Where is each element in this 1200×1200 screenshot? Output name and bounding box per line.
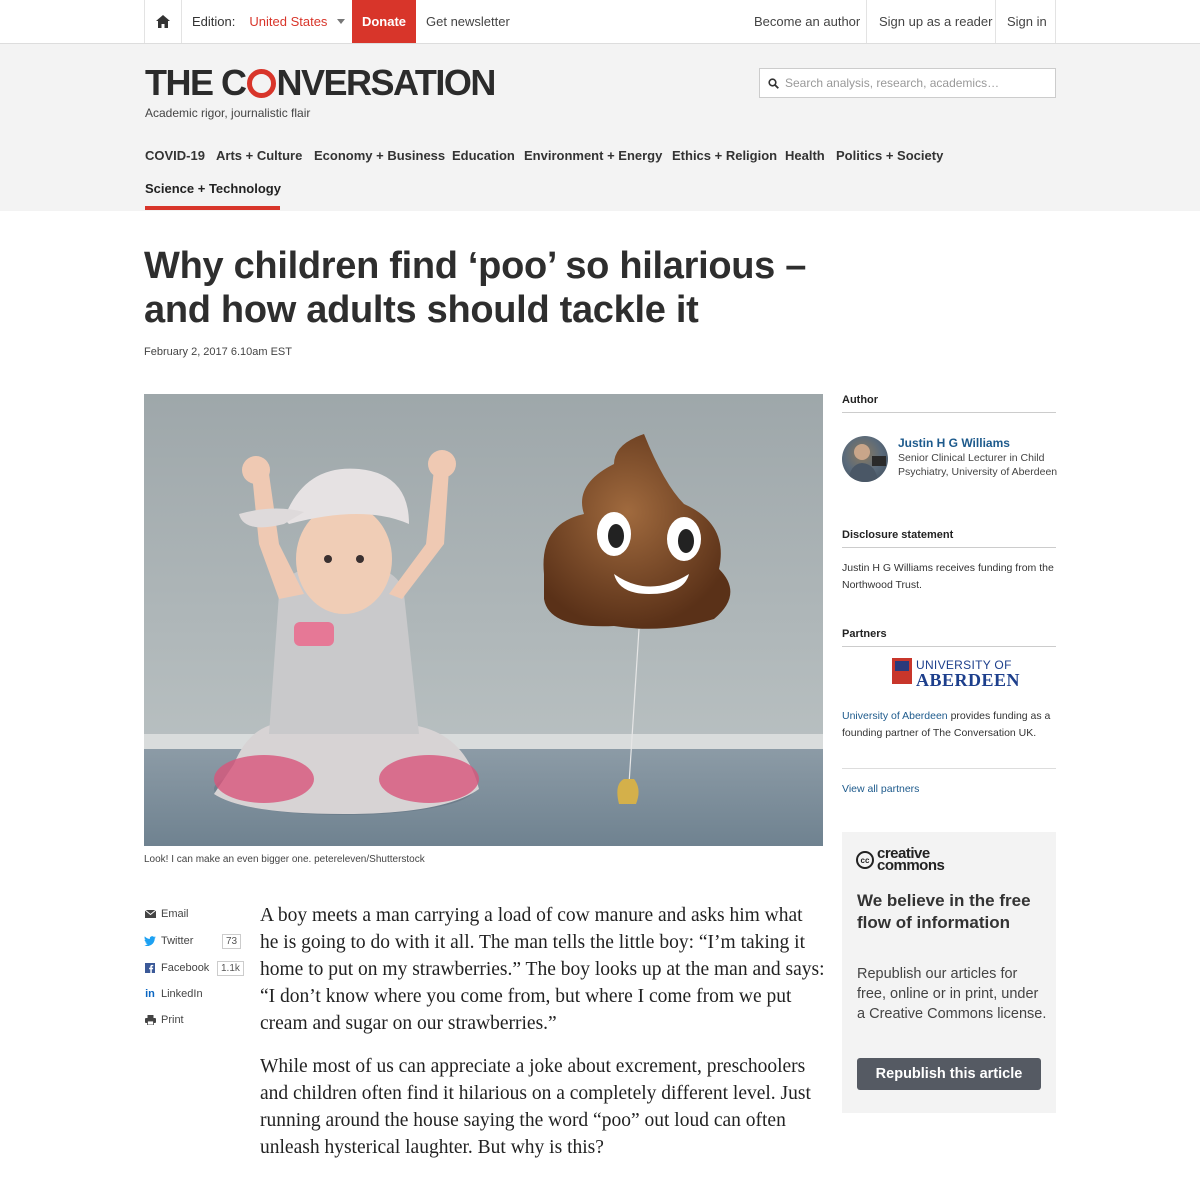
article-photo <box>144 394 823 846</box>
disclosure-heading: Disclosure statement <box>842 529 1056 548</box>
edition-selector[interactable] <box>192 0 345 43</box>
cc-wordmark: creative commons <box>877 845 945 874</box>
partners-heading: Partners <box>842 628 1056 647</box>
become-author-link[interactable]: Become an author <box>754 14 861 29</box>
site-header <box>0 44 1200 211</box>
edition-value: United States <box>249 14 328 29</box>
nav-item-health[interactable]: Health <box>785 148 825 163</box>
sidebar <box>842 394 1058 795</box>
partner-link[interactable]: University of Aberdeen <box>842 710 948 722</box>
avatar[interactable] <box>842 436 888 482</box>
signin-link[interactable]: Sign in <box>995 0 1056 43</box>
cc-description: Republish our articles for free, online or in print, under a Creative Commons license. <box>857 966 1047 1022</box>
twitter-count: 73 <box>222 934 241 949</box>
republish-button[interactable]: Republish this article <box>857 1058 1041 1090</box>
search-icon <box>768 78 779 89</box>
share-facebook[interactable] <box>144 959 209 977</box>
author-role: Senior Clinical Lecturer in Child Psychiatry, University of Aberdeen <box>898 452 1058 478</box>
creative-commons-box <box>842 832 1056 1113</box>
twitter-icon <box>144 936 156 946</box>
newsletter-link[interactable]: Get newsletter <box>426 14 510 29</box>
site-logo[interactable] <box>145 62 495 104</box>
photo-caption: Look! I can make an even bigger one. petereleven/Shutterstock <box>144 854 425 865</box>
share-twitter[interactable] <box>144 932 193 950</box>
facebook-icon <box>144 963 156 973</box>
creative-commons-logo <box>856 845 957 874</box>
share-email[interactable] <box>144 905 189 923</box>
paragraph: While most of us can appreciate a joke about excrement, preschoolers and children often find it hilarious on a completely different level. Just running around the house saying the word “poo” out loud can often unleash hysterical laughter. But why is this? <box>260 1056 811 1158</box>
top-bar <box>0 0 1200 44</box>
partners-section <box>842 628 1056 795</box>
divider <box>842 768 1056 769</box>
share-linkedin[interactable] <box>144 985 203 1003</box>
article-date: February 2, 2017 6.10am EST <box>144 346 292 358</box>
share-twitter-label: Twitter <box>161 935 194 947</box>
article-title: Why children find ‘poo’ so hilarious – and how adults should tackle it <box>144 245 807 331</box>
paragraph: A boy meets a man carrying a load of cow manure and asks him what he is going to do with it all. The man tells the little boy: “I’m taking it home to put on my strawberries.” The boy looks up at the man and says: “I don’t know where you come from, but where I come from we put cream and sugar on our strawberries.” <box>260 905 825 1034</box>
uni-logo-line2: ABERDEEN <box>916 670 1021 690</box>
nav-item-ethics[interactable]: Ethics + Religion <box>672 148 778 163</box>
email-icon <box>144 910 156 918</box>
disclosure-section <box>842 529 1056 594</box>
search-input[interactable] <box>785 76 1045 90</box>
crest-icon <box>892 658 912 684</box>
author-heading: Author <box>842 394 1056 413</box>
partner-description: provides funding as a founding partner of The Conversation UK. <box>842 710 1051 739</box>
signup-reader-link[interactable]: Sign up as a reader <box>866 0 992 43</box>
share-print-label: Print <box>161 1014 184 1026</box>
disclosure-text: Justin H G Williams receives funding from the Northwood Trust. <box>842 562 1054 591</box>
share-linkedin-label: LinkedIn <box>161 988 203 1000</box>
edition-label: Edition: <box>192 14 236 29</box>
search-box[interactable] <box>759 68 1056 98</box>
speech-bubble-icon <box>247 69 276 98</box>
uni-logo-line1: UNIVERSITY OF <box>916 658 1012 672</box>
facebook-count: 1.1k <box>217 961 244 976</box>
home-button[interactable] <box>144 0 182 43</box>
share-email-label: Email <box>161 908 189 920</box>
view-all-partners-link[interactable]: View all partners <box>842 783 920 795</box>
print-icon <box>144 1015 156 1025</box>
donate-button[interactable]: Donate <box>352 0 416 43</box>
cc-heading: We believe in the free flow of information <box>857 891 1031 932</box>
active-nav-underline <box>145 206 280 210</box>
nav-item-arts[interactable]: Arts + Culture <box>216 148 303 163</box>
author-name-link[interactable]: Justin H G Williams <box>898 436 1010 450</box>
nav-item-covid[interactable]: COVID-19 <box>145 148 205 163</box>
logo-text-right: NVERSATION <box>276 62 495 103</box>
nav-item-environment[interactable]: Environment + Energy <box>524 148 663 163</box>
tagline: Academic rigor, journalistic flair <box>145 106 311 120</box>
cc-icon: cc <box>856 851 874 869</box>
chevron-down-icon <box>337 19 345 24</box>
nav-item-economy[interactable]: Economy + Business <box>314 148 446 163</box>
share-print[interactable] <box>144 1011 184 1029</box>
nav-item-science[interactable]: Science + Technology <box>145 181 281 196</box>
nav-item-politics[interactable]: Politics + Society <box>836 148 944 163</box>
article-body <box>260 902 825 1177</box>
home-icon <box>156 15 170 28</box>
logo-text-left: THE C <box>145 62 246 103</box>
nav-item-education[interactable]: Education <box>452 148 515 163</box>
university-logo[interactable] <box>892 658 1021 690</box>
partner-text <box>842 708 1056 742</box>
linkedin-icon: in <box>145 988 155 1000</box>
share-facebook-label: Facebook <box>161 962 210 974</box>
